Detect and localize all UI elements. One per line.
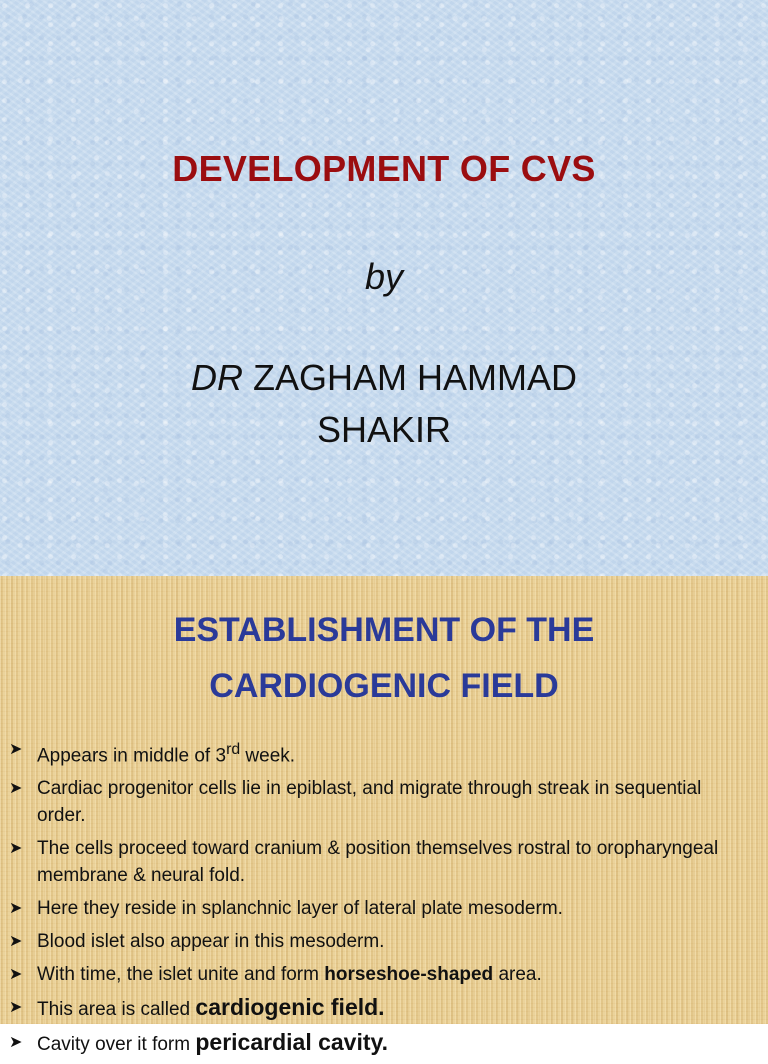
arrow-right-icon: ➤ [9, 1034, 23, 1052]
arrow-right-icon: ➤ [9, 999, 23, 1017]
author-prefix: DR [190, 357, 243, 398]
bullet-item: ➤ This area is called cardiogenic field. [9, 994, 385, 1021]
bullet-item: ➤ Cardiac progenitor cells lie in epiblast, and migrate through streak in sequential order. [8, 775, 748, 829]
slide-heading [0, 602, 768, 714]
author-name-line1: ZAGHAM HAMMAD [242, 357, 577, 398]
author-name [0, 352, 768, 456]
by-line: by [364, 256, 404, 297]
arrow-right-icon: ➤ [9, 780, 23, 798]
slide-heading-line1: ESTABLISHMENT OF THE [173, 611, 595, 649]
content-slide [0, 576, 768, 1056]
bullet-item: ➤ Cavity over it form pericardial cavity. [9, 1029, 388, 1056]
bullet-item: ➤ Blood islet also appear in this mesoderm. [8, 928, 748, 955]
slide-heading-line2: CARDIOGENIC FIELD [209, 667, 559, 705]
bullet-item: ➤ With time, the islet unite and form horseshoe-shaped area. [8, 961, 748, 988]
bullet-list [8, 736, 748, 1064]
author-name-line2: SHAKIR [316, 409, 452, 450]
bullet-item: ➤ The cells proceed toward cranium & position themselves rostral to oropharyngeal membrane & neural fold. [8, 835, 748, 889]
arrow-right-icon: ➤ [9, 900, 23, 918]
arrow-right-icon: ➤ [9, 840, 23, 858]
bullet-item: ➤ Appears in middle of 3rd week. [8, 736, 748, 769]
arrow-right-icon: ➤ [9, 933, 23, 951]
slide-title: DEVELOPMENT OF CVS [172, 148, 596, 189]
arrow-right-icon: ➤ [9, 966, 23, 984]
bullet-item: ➤ Here they reside in splanchnic layer of lateral plate mesoderm. [8, 895, 748, 922]
arrow-right-icon: ➤ [9, 741, 23, 758]
